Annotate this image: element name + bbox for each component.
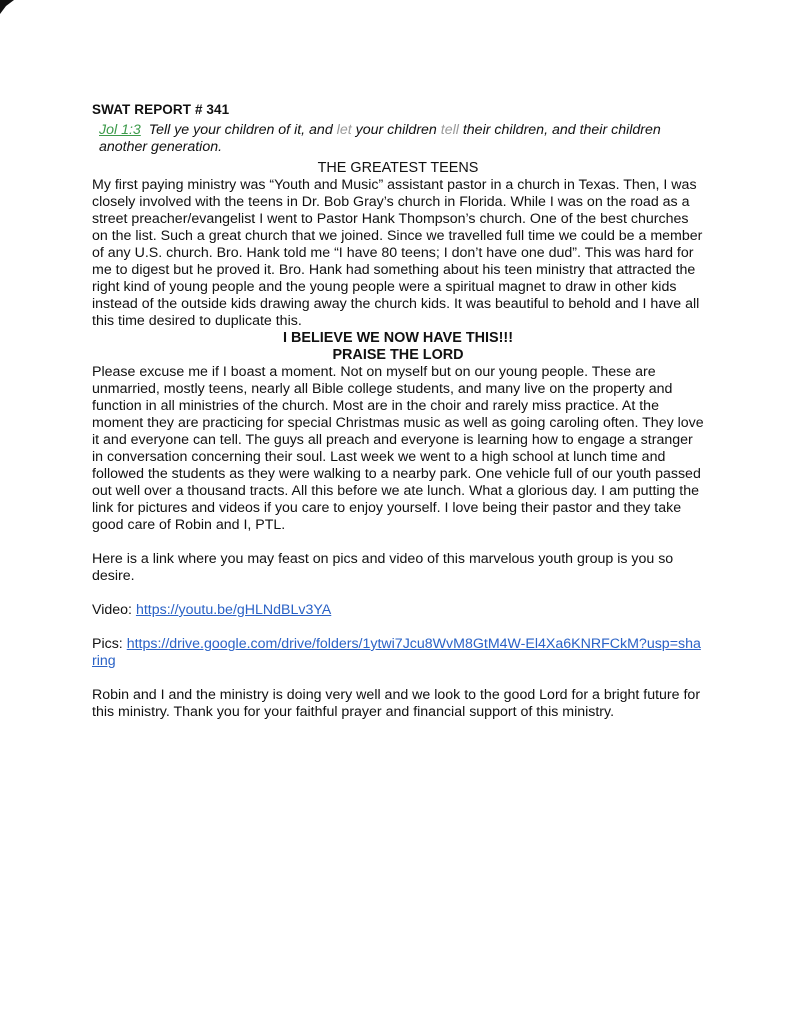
pics-line	[92, 636, 704, 670]
verse-text-3: their children, and their children another generation.	[99, 122, 661, 155]
paragraph-history: My first paying ministry was “Youth and Music” assistant pastor in a church in Texas. Then, I was closely involved with the teens in Dr. Bob Gray’s church in Florida. While I was on the road as a street preacher/evangelist I went to Pastor Hank Thompson’s church. One of the best churches on the list. Such a great church that we joined. Since we travelled full time we could be a member of any U.S. church. Bro. Hank told me “I have 80 teens; I don’t have one dud”. This was hard for me to digest but he proved it. Bro. Hank had something about his teen ministry that attracted the right kind of young people and the young people were a spiritual magnet to draw in other kids instead of the outside kids drawing away the church kids. It was beautiful to behold and I have all this time desired to duplicate this.	[92, 177, 703, 329]
video-label: Video:	[92, 602, 132, 618]
scripture-verse	[92, 122, 704, 156]
pics-link[interactable]: https://drive.google.com/drive/folders/1ytwi7Jcu8WvM8GtM4W-El4Xa6KNRFCkM?usp=sharing	[92, 636, 701, 669]
verse-text-1: Tell ye your children of it, and	[148, 122, 337, 138]
report-title: SWAT REPORT # 341	[92, 102, 230, 117]
banner-believe: I BELIEVE WE NOW HAVE THIS!!!	[283, 330, 513, 346]
pics-label: Pics:	[92, 636, 123, 652]
paragraph-link-intro: Here is a link where you may feast on pics and video of this marvelous youth group is you so desire.	[92, 551, 674, 584]
verse-highlight-let: let	[336, 122, 352, 138]
video-link[interactable]: https://youtu.be/gHLNdBLv3YA	[135, 602, 332, 618]
paragraph-young-people: Please excuse me if I boast a moment. Not on myself but on our young people. These are unmarried, mostly teens, nearly all Bible college students, and many live on the property and function in all ministries of the church. Most are in the choir and rarely miss practice. At the moment they are practicing for special Christmas music as well as going caroling often. They love it and everyone can tell. The guys all preach and everyone is learning how to engage a stranger in conversation concerning their soul. Last week we went to a high school at lunch time and followed the students as they were walking to a nearby park. One vehicle full of our youth passed out well over a thousand tracts. All this before we ate lunch. What a glorious day. I am putting the link for pictures and videos if you care to enjoy yourself. I love being their pastor and they take good care of Robin and I, PTL.	[92, 364, 704, 533]
document-page	[92, 101, 704, 721]
verse-reference-link[interactable]: Jol 1:3	[99, 122, 141, 138]
video-line	[92, 602, 704, 619]
section-heading: THE GREATEST TEENS	[317, 160, 479, 176]
paragraph-closing: Robin and I and the ministry is doing very well and we look to the good Lord for a bright future for this ministry. Thank you for your faithful prayer and financial support of this ministry.	[92, 687, 701, 720]
scan-corner-mark	[0, 0, 14, 14]
verse-highlight-tell: tell	[440, 122, 459, 138]
banner-praise: PRAISE THE LORD	[332, 347, 464, 363]
verse-text-2: your children	[351, 122, 441, 138]
